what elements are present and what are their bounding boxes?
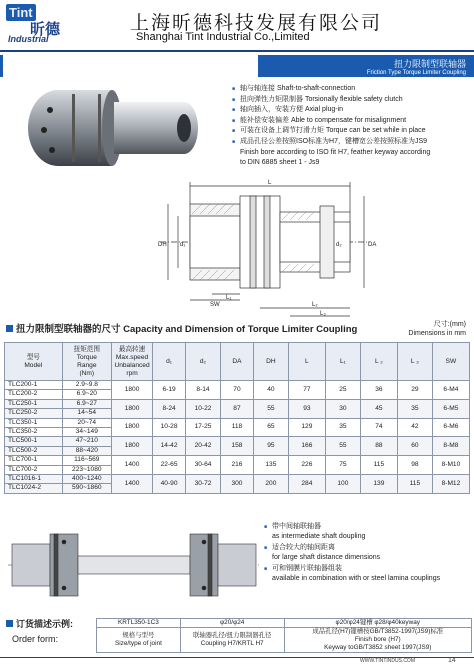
feature-item: ■ 轴与轴连接 Shaft-to-shaft-connection xyxy=(232,84,468,95)
dim-L1: L₁ xyxy=(226,295,232,301)
cell-d2: 10-22 xyxy=(186,399,221,418)
dimension-table xyxy=(4,342,470,494)
cell-sw: 8-M10 xyxy=(432,456,469,475)
order-form-label: Order form: xyxy=(12,634,59,644)
column-header-torque: 扭矩范围 Torque Range (Nm) xyxy=(62,343,111,381)
cell-d2: 20-42 xyxy=(186,437,221,456)
company-name-en: Shanghai Tint Industrial Co.,Limited xyxy=(136,31,310,43)
feature-item: ■ 成品孔径公差按照ISO标准为H7，键槽宽公差按照标准为JS9 xyxy=(232,137,468,148)
cell-da: 300 xyxy=(221,475,254,494)
cell-l3: 35 xyxy=(397,399,432,418)
cell-l1: 25 xyxy=(325,381,360,400)
cell-da: 216 xyxy=(221,456,254,475)
cell-speed: 1400 xyxy=(111,456,152,475)
cell-model: TLC350-2 xyxy=(5,428,63,437)
feature-item: ■ 可和钢膜片联轴器组装 xyxy=(264,564,470,574)
square-bullet-icon xyxy=(6,620,13,627)
order-example-table xyxy=(96,618,472,653)
cell-d1: 40-90 xyxy=(153,475,186,494)
table-row xyxy=(5,456,470,465)
order-desc-size: 规格与型号 Size/type of joint xyxy=(97,628,181,653)
cell-model: TLC500-2 xyxy=(5,446,63,455)
cell-model: TLC500-1 xyxy=(5,437,63,446)
cell-l1: 35 xyxy=(325,418,360,437)
order-desc-bore: 联轴器孔径/扭力限制器孔径 Coupling H7/KRTL H7 xyxy=(180,628,284,653)
column-header-sw: SW xyxy=(432,343,469,381)
order-example-model: KRTL350-1C3 xyxy=(97,619,181,628)
table-row xyxy=(5,475,470,484)
cell-speed: 1800 xyxy=(111,437,152,456)
dim-d2: d₂ xyxy=(336,242,342,248)
column-header-d1: d₁ xyxy=(153,343,186,381)
dim-DH: DH xyxy=(158,242,167,248)
cell-l: 284 xyxy=(288,475,325,494)
section-unit xyxy=(408,320,466,338)
feature-item: ■ 带中间轴联轴器 xyxy=(264,522,470,532)
cell-torque: 6.9~20 xyxy=(62,390,111,399)
cell-dh: 200 xyxy=(253,475,288,494)
product-photo xyxy=(14,82,224,174)
cell-l1: 100 xyxy=(325,475,360,494)
column-header-d2: d₂ xyxy=(186,343,221,381)
column-header-speed: 最高转速 Max.speed Unbalanced rpm xyxy=(111,343,152,381)
column-header-dh: DH xyxy=(253,343,288,381)
cell-l1: 55 xyxy=(325,437,360,456)
cell-d1: 10-28 xyxy=(153,418,186,437)
cell-dh: 55 xyxy=(253,399,288,418)
cell-model: TLC200-1 xyxy=(5,381,63,390)
cell-speed: 1400 xyxy=(111,475,152,494)
cell-d2: 8-14 xyxy=(186,381,221,400)
product-title-band xyxy=(258,55,474,77)
cell-torque: 223~1080 xyxy=(62,465,111,474)
dim-L: L xyxy=(268,180,272,186)
cell-da: 70 xyxy=(221,381,254,400)
cell-l3: 115 xyxy=(397,475,432,494)
dim-SW: SW xyxy=(210,302,220,308)
logo-cn: 昕德 xyxy=(30,21,61,38)
cell-dh: 40 xyxy=(253,381,288,400)
cell-model: TLC700-1 xyxy=(5,456,63,465)
intermediate-shaft-drawing xyxy=(8,520,260,610)
cell-l3: 60 xyxy=(397,437,432,456)
cell-model: TLC250-2 xyxy=(5,409,63,418)
column-header-da: DA xyxy=(221,343,254,381)
cell-d1: 14-42 xyxy=(153,437,186,456)
order-desc-keyway: 成品孔径(H7)键槽按GB/T3852-1997(JS9)标准 Finish bore (H7) Keyway toGB/T3852 sheet 1997(JS9) xyxy=(284,628,471,653)
cell-l2: 45 xyxy=(360,399,397,418)
feature-item: ■ 轴向插入，安装方便 Axial plug-in xyxy=(232,105,468,116)
header-divider xyxy=(0,50,474,52)
cell-l2: 88 xyxy=(360,437,397,456)
logo-brand: Tint xyxy=(6,4,36,21)
cell-l2: 74 xyxy=(360,418,397,437)
cell-torque: 590~1860 xyxy=(62,484,111,493)
feature-item: ■ 扭向弹性力矩限制器 Torsionally flexible safety clutch xyxy=(232,95,468,106)
dim-L3: L₃ xyxy=(320,311,326,317)
technical-drawing xyxy=(140,176,470,324)
cell-d1: 8-24 xyxy=(153,399,186,418)
feature-item-continued: to DIN 6885 sheet 1 - Js9 xyxy=(240,159,320,167)
table-row xyxy=(5,399,470,408)
cell-da: 118 xyxy=(221,418,254,437)
square-bullet-icon xyxy=(6,325,13,332)
cell-d2: 17-25 xyxy=(186,418,221,437)
cell-model: TLC1024-2 xyxy=(5,484,63,493)
logo-sub: Industrial xyxy=(8,34,49,44)
dim-L2: L₂ xyxy=(312,302,318,308)
dim-DA: DA xyxy=(368,242,377,248)
cell-speed: 1800 xyxy=(111,399,152,418)
column-header-l1: L₁ xyxy=(325,343,360,381)
feature-item: ■ 可装在设备上调节打滑力矩 Torque can be set while in place xyxy=(232,126,468,137)
cell-model: TLC1016-1 xyxy=(5,475,63,484)
cell-l2: 139 xyxy=(360,475,397,494)
cell-model: TLC250-1 xyxy=(5,399,63,408)
order-title-text: 订货描述示例: xyxy=(16,619,73,629)
cell-l: 93 xyxy=(288,399,325,418)
cell-da: 158 xyxy=(221,437,254,456)
cell-l3: 98 xyxy=(397,456,432,475)
cell-l: 129 xyxy=(288,418,325,437)
feature-item: as intermediate shaft doupling xyxy=(272,533,366,541)
cell-l: 166 xyxy=(288,437,325,456)
cell-model: TLC200-2 xyxy=(5,390,63,399)
cell-l1: 30 xyxy=(325,399,360,418)
cell-sw: 8-M8 xyxy=(432,437,469,456)
cell-sw: 6-M6 xyxy=(432,418,469,437)
cell-torque: 34~149 xyxy=(62,428,111,437)
cell-l: 77 xyxy=(288,381,325,400)
product-title-en: Friction Type Torque Limiter Coupling xyxy=(366,70,466,76)
cell-torque: 6.9~27 xyxy=(62,399,111,408)
cell-speed: 1800 xyxy=(111,418,152,437)
feature-item: available in combination with or steel lamina couplings xyxy=(272,575,441,583)
cell-d1: 6-19 xyxy=(153,381,186,400)
cell-model: TLC350-1 xyxy=(5,418,63,427)
cell-da: 87 xyxy=(221,399,254,418)
cell-l3: 29 xyxy=(397,381,432,400)
cell-torque: 2.9~9.8 xyxy=(62,381,111,390)
table-row xyxy=(5,437,470,446)
cell-l1: 75 xyxy=(325,456,360,475)
order-example-bore: φ20/φ24 xyxy=(180,619,284,628)
intermediate-shaft-features xyxy=(264,522,470,584)
cell-sw: 6-M4 xyxy=(432,381,469,400)
cell-l: 226 xyxy=(288,456,325,475)
cell-model: TLC700-2 xyxy=(5,465,63,474)
cell-l3: 42 xyxy=(397,418,432,437)
cell-sw: 6-M5 xyxy=(432,399,469,418)
company-logo xyxy=(6,4,76,48)
cell-dh: 135 xyxy=(253,456,288,475)
cell-sw: 8-M12 xyxy=(432,475,469,494)
feature-item-continued: Finish bore according to ISO fit H7, feather keyway according xyxy=(240,148,431,156)
feature-list xyxy=(232,84,468,169)
cell-torque: 20~74 xyxy=(62,418,111,427)
cell-d1: 22-65 xyxy=(153,456,186,475)
dim-d1: d₁ xyxy=(180,242,186,248)
column-header-model: 型号 Model xyxy=(5,343,63,381)
cell-l2: 115 xyxy=(360,456,397,475)
feature-item: ■ 适合较大的轴间距离 xyxy=(264,543,470,553)
left-strip xyxy=(0,55,3,77)
column-header-l2: L ₂ xyxy=(360,343,397,381)
cell-dh: 65 xyxy=(253,418,288,437)
table-row xyxy=(5,381,470,390)
cell-d2: 30-72 xyxy=(186,475,221,494)
cell-d2: 30-64 xyxy=(186,456,221,475)
cell-dh: 95 xyxy=(253,437,288,456)
company-name-cn: 上海昕德科技发展有限公司 xyxy=(130,12,383,34)
cell-torque: 116~569 xyxy=(62,456,111,465)
table-row xyxy=(5,418,470,427)
product-title-cn: 扭力限制型联轴器 xyxy=(393,59,466,69)
cell-speed: 1800 xyxy=(111,381,152,400)
cell-l2: 36 xyxy=(360,381,397,400)
cell-torque: 400~1240 xyxy=(62,475,111,484)
column-header-l3: L ₃ xyxy=(397,343,432,381)
feature-item: ■ 能补偿安装偏差 Able to compensate for misalignment xyxy=(232,116,468,127)
order-example-title xyxy=(6,617,73,630)
unit-en: Dimensions in mm xyxy=(408,330,466,337)
unit-cn: 尺寸:(mm) xyxy=(433,321,466,328)
footer-url: WWW.TINTINDUS.COM xyxy=(360,658,415,664)
feature-item: for large shaft distance dimensions xyxy=(272,554,381,562)
section-title xyxy=(6,321,357,335)
section-title-text: 扭力限制型联轴器的尺寸 Capacity and Dimension of Torque Limiter Coupling xyxy=(16,324,358,335)
column-header-l: L xyxy=(288,343,325,381)
page-header xyxy=(0,0,474,50)
cell-torque: 14~54 xyxy=(62,409,111,418)
page-number: 14 xyxy=(448,657,456,664)
cell-torque: 47~210 xyxy=(62,437,111,446)
order-example-keyway: φ20/φ24键槽 φ28/φ40keyway xyxy=(284,619,471,628)
cell-torque: 88~420 xyxy=(62,446,111,455)
